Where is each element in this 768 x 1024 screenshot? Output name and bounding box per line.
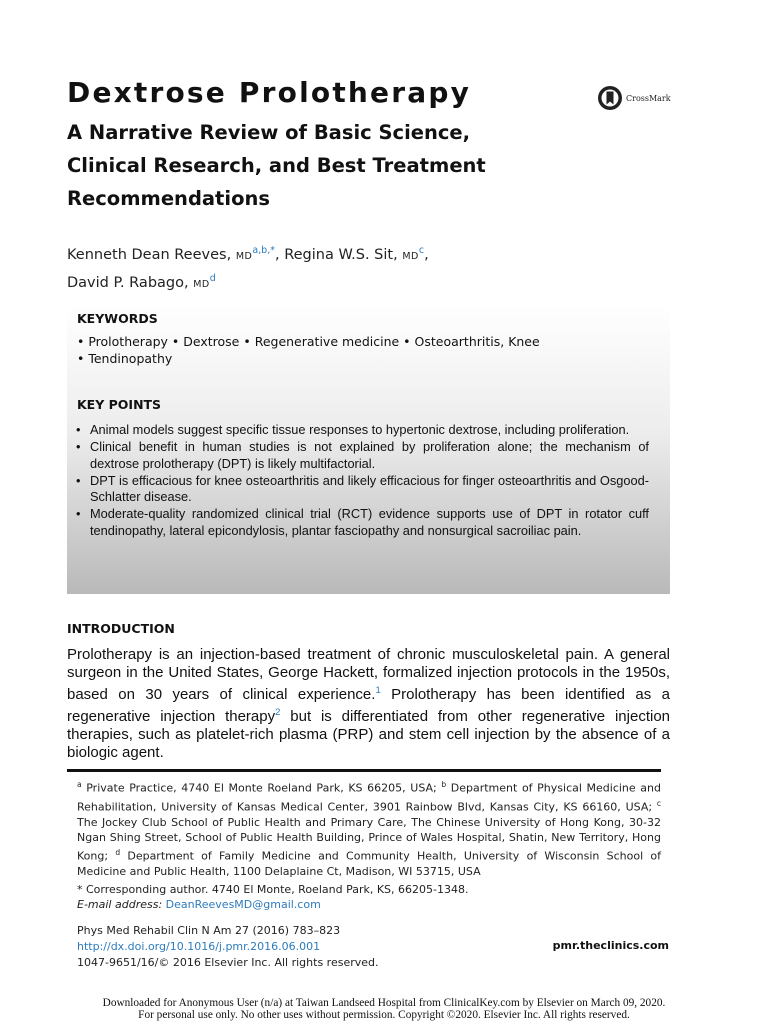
introduction-heading: INTRODUCTION [67, 621, 175, 636]
key-points-list [75, 422, 649, 540]
corresponding-author: * Corresponding author. 4740 El Monte, Roeland Park, KS, 66205-1348. [77, 883, 469, 896]
email-link[interactable]: DeanReevesMD@gmail.com [165, 898, 321, 911]
author-list [67, 240, 687, 296]
affiliation-marker: a [77, 780, 82, 789]
key-point-item: • Moderate-quality randomized clinical trial (RCT) evidence supports use of DPT in rotator cuff tendinopathy, lateral epicondylosis, plantar fasciopathy and nonsurgical sacroiliac pain. [75, 506, 649, 539]
affiliations-footnote [77, 777, 661, 879]
author-name: David P. Rabago, [67, 274, 189, 291]
keywords-keypoints-box [67, 305, 670, 594]
crossmark-icon [597, 85, 623, 111]
download-notice [0, 997, 768, 1021]
email-label: E-mail address: [77, 898, 163, 911]
affiliation-text: Department of Physical Medicine and Rehabilitation, University of Kansas Medical Center, 3901 Rainbow Blvd, Kansas City, KS 66160, USA; [77, 781, 661, 814]
introduction-paragraph [67, 646, 670, 762]
affiliation-ref[interactable]: c [418, 245, 425, 256]
author-name: Regina W.S. Sit, [284, 246, 398, 263]
download-line: Downloaded for Anonymous User (n/a) at Taiwan Landseed Hospital from ClinicalKey.com by Elsevier on March 09, 2020. [102, 997, 666, 1009]
author-degree: MD [193, 278, 210, 290]
intro-text: but is differentiated from other regenerative injection therapies, such as platelet-rich plasma (PRP) and stem cell injection by the absence of a biologic agent. [67, 708, 670, 761]
journal-citation: Phys Med Rehabil Clin N Am 27 (2016) 783–823 [77, 924, 341, 937]
email-line [77, 898, 321, 911]
journal-info [77, 923, 379, 971]
author-separator: , [274, 246, 280, 263]
affiliation-ref[interactable]: a,b,* [252, 245, 275, 256]
crossmark-badge[interactable] [597, 85, 671, 111]
keywords-heading: KEYWORDS [77, 311, 158, 326]
author-name: Kenneth Dean Reeves, [67, 246, 232, 263]
key-point-item: • Animal models suggest specific tissue responses to hypertonic dextrose, including proliferation. [75, 422, 649, 439]
intro-text: Prolotherapy is an injection-based treatment of chronic musculoskeletal pain. A general surgeon in the United States, George Hackett, formalized injection protocols in the 1950s, based on 30 years of clinical experience. [67, 646, 670, 703]
keywords-line: • Prolotherapy • Dextrose • Regenerative medicine • Osteoarthritis, Knee [77, 334, 540, 349]
key-point-item: • Clinical benefit in human studies is not explained by proliferation alone; the mechanism of dextrose prolotherapy (DPT) is likely multifactorial. [75, 439, 649, 472]
journal-site-link[interactable]: pmr.theclinics.com [552, 939, 669, 952]
key-point-item: • DPT is efficacious for knee osteoarthritis and likely efficacious for finger osteoarthritis and Osgood-Schlatter disease. [75, 473, 649, 506]
download-line: For personal use only. No other uses without permission. Copyright ©2020. Elsevier Inc. All rights reserved. [138, 1009, 630, 1021]
affiliation-marker: b [441, 780, 447, 789]
author-degree: MD [235, 250, 253, 262]
article-subtitle: A Narrative Review of Basic Science, Clinical Research, and Best Treatment Recommendations [67, 121, 486, 210]
key-points-heading: KEY POINTS [77, 397, 162, 412]
keywords-line: • Tendinopathy [77, 351, 173, 366]
footnote-divider [67, 769, 661, 772]
affiliation-text: Private Practice, 4740 El Monte Roeland Park, KS 66205, USA; [81, 781, 442, 795]
doi-link[interactable]: http://dx.doi.org/10.1016/j.pmr.2016.06.001 [77, 940, 321, 953]
crossmark-label: CrossMark [626, 93, 671, 103]
affiliation-text: Department of Family Medicine and Community Health, University of Wisconsin School of Medicine and Public Health, 1100 Delaplaine Ct, Madison, WI 53715, USA [77, 849, 662, 878]
author-separator: , [424, 246, 429, 263]
affiliation-marker: c [656, 798, 661, 808]
copyright-line: 1047-9651/16/© 2016 Elsevier Inc. All rights reserved. [77, 956, 379, 969]
reference-link[interactable]: 2 [275, 707, 281, 718]
author-degree: MD [402, 250, 419, 262]
affiliation-ref[interactable]: d [209, 272, 216, 284]
intro-text: Prolotherapy has been identified as a regenerative injection therapy [67, 686, 670, 725]
reference-link[interactable]: 1 [375, 685, 381, 696]
affiliation-marker: d [115, 848, 121, 858]
affiliation-text: The Jockey Club School of Public Health and Primary Care, The Chinese University of Hong Kong, 30-32 Ngan Shing Street, School of Public Health Building, Prince of Wales Hospital, Shatin, New Territory, Hong Kong; [77, 815, 661, 863]
article-title: Dextrose Prolotherapy [67, 76, 472, 109]
